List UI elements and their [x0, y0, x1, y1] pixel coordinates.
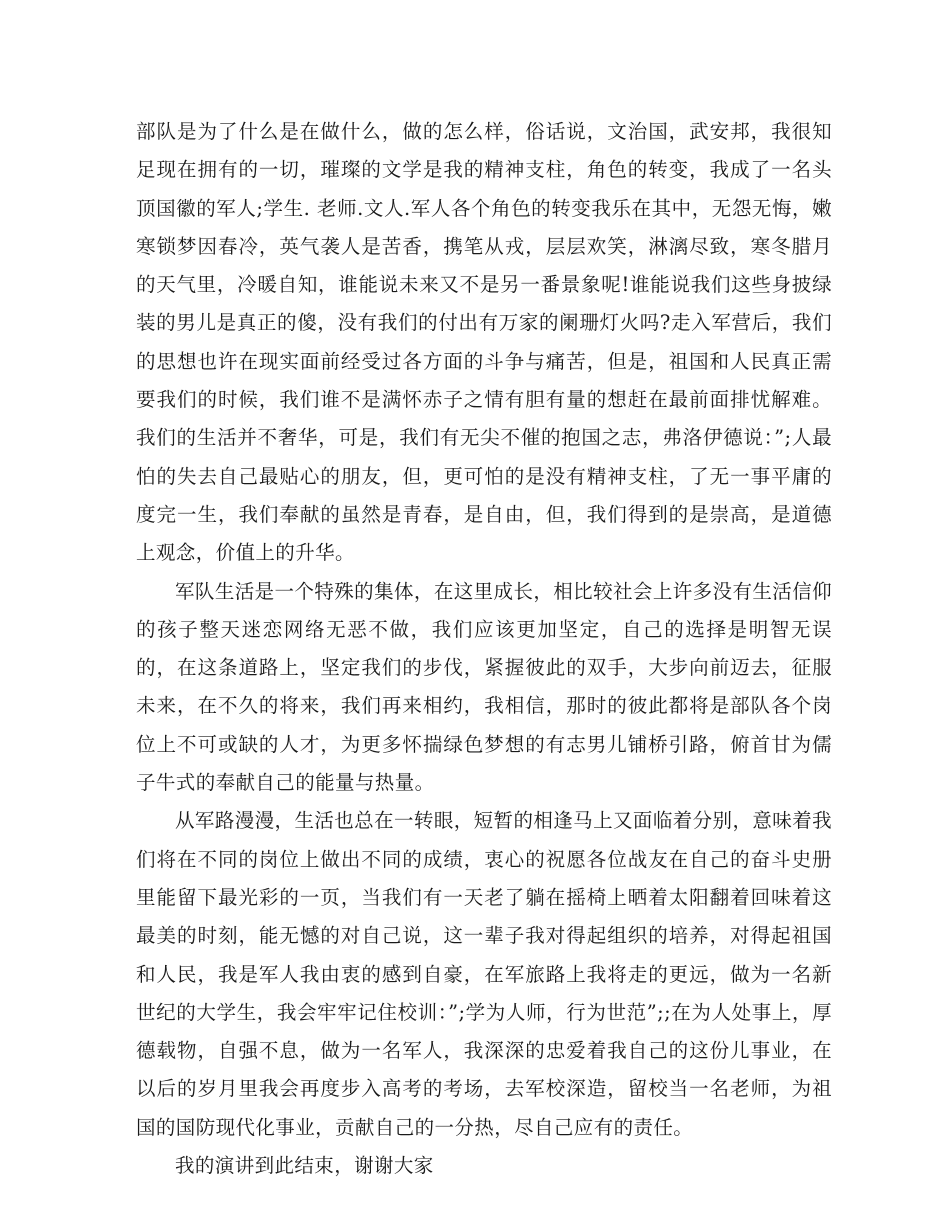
paragraph-military-purpose: 部队是为了什么是在做什么，做的怎么样，俗话说，文治国，武安邦，我很知足现在拥有的一切，璀璨的文学是我的精神支柱，角色的转变，我成了一名头顶国徽的军人;学生. 老师.文人.军人各个角色的转变我乐在其中，无怨无悔，嫩寒锁梦因春冷，英气袭人是苦香，携笔从戎，层层欢笑，淋漓尽致，寒冬腊月的天气里，冷暖自知，谁能说未来又不是另一番景象呢!谁能说我们这些身披绿装的男儿是真正的傻，没有我们的付出有万家的阑珊灯火吗?走入军营后，我们的思想也许在现实面前经受过各方面的斗争与痛苦，但是，祖国和人民真正需要我们的时候，我们谁不是满怀赤子之情有胆有量的想赶在最前面排忧解难。我们的生活并不奢华，可是，我们有无尖不催的抱国之志，弗洛伊德说：”;人最怕的失去自己最贴心的朋友，但，更可怕的是没有精神支柱，了无一事平庸的度完一生，我们奉献的虽然是青春，是自由，但，我们得到的是崇高，是道德上观念，价值上的升华。: [136, 120, 832, 565]
paragraph-military-life: 军队生活是一个特殊的集体，在这里成长，相比较社会上许多没有生活信仰的孩子整天迷恋网络无恶不做，我们应该更加坚定，自己的选择是明智无误的，在这条道路上，坚定我们的步伐，紧握彼此的双手，大步向前迈去，征服未来，在不久的将来，我们再来相约，我相信，那时的彼此都将是部队各个岗位上不可或缺的人才，为更多怀揣绿色梦想的有志男儿铺桥引路，俯首甘为儒子牛式的奉献自己的能量与热量。: [136, 579, 832, 795]
document-body: [136, 113, 832, 1185]
paragraph-closing: 我的演讲到此结束，谢谢大家: [175, 1154, 434, 1178]
paragraph-career-path: 从军路漫漫，生活也总在一转眼，短暂的相逢马上又面临着分别，意味着我们将在不同的岗位上做出不同的成绩，衷心的祝愿各位战友在自己的奋斗史册里能留下最光彩的一页，当我们有一天老了躺在摇椅上晒着太阳翻着回味着这最美的时刻，能无憾的对自己说，这一辈子我对得起组织的培养，对得起祖国和人民，我是军人我由衷的感到自豪，在军旅路上我将走的更远，做为一名新世纪的大学生，我会牢牢记住校训：”;学为人师，行为世范”;;在为人处事上，厚德载物，自强不息，做为一名军人，我深深的忠爱着我自己的这份儿事业，在以后的岁月里我会再度步入高考的考场，去军校深造，留校当一名老师，为祖国的国防现代化事业，贡献自己的一分热，尽自己应有的责任。: [136, 809, 832, 1139]
